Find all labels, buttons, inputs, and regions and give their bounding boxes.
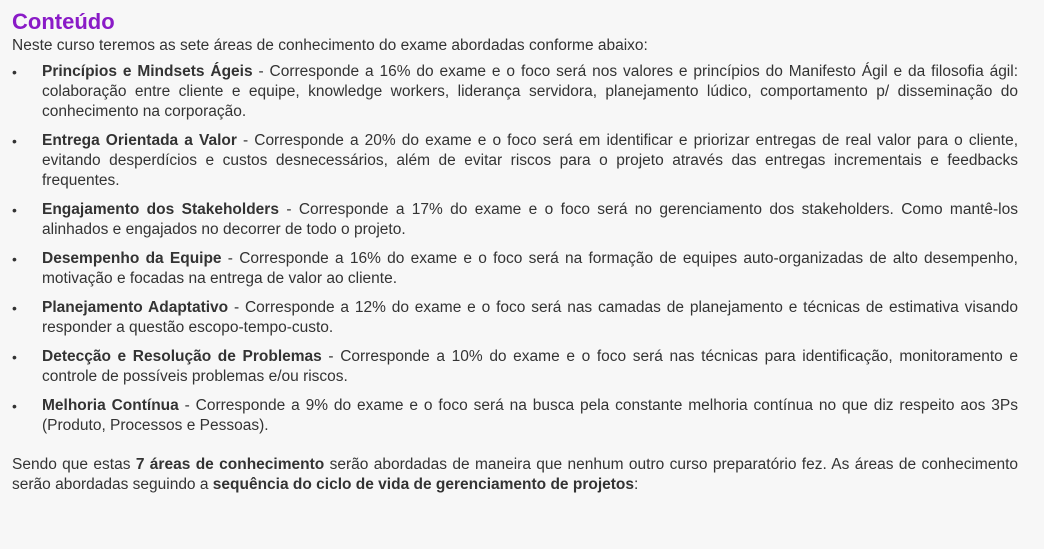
area-name: Entrega Orientada a Valor — [42, 132, 237, 149]
list-item — [12, 347, 1018, 387]
list-item — [12, 131, 1018, 191]
bullet-icon: • — [12, 251, 17, 267]
list-item — [12, 62, 1018, 122]
bullet-icon: • — [12, 398, 17, 414]
area-description: - Corresponde a 17% do exame e o foco será no gerenciamento dos stakeholders. Como mantê-los alinhados e engajados no decorrer de todo o projeto. — [42, 201, 1018, 238]
area-name: Detecção e Resolução de Problemas — [42, 348, 322, 365]
area-description: - Corresponde a 16% do exame e o foco será nos valores e princípios do Manifesto Ágil e da filosofia ágil: colaboração entre cliente e equipe, knowledge workers, liderança servidora, planejamento lúdico, comportamento p/ disseminação do conhecimento na corporação. — [42, 63, 1019, 120]
list-item — [12, 396, 1018, 436]
closing-text: Sendo que estas — [12, 456, 136, 473]
area-name: Engajamento dos Stakeholders — [42, 201, 279, 218]
area-name: Melhoria Contínua — [42, 397, 179, 414]
content-section — [12, 8, 1018, 511]
bullet-icon: • — [12, 202, 17, 218]
list-item — [12, 200, 1018, 240]
list-item — [12, 298, 1018, 338]
area-description: - Corresponde a 20% do exame e o foco será em identificar e priorizar entregas de real valor para o cliente, evitando desperdícios e custos desnecessários, além de evitar riscos para o projeto através das entregas incrementais e feedbacks frequentes. — [42, 132, 1019, 189]
bullet-icon: • — [12, 64, 17, 80]
closing-text: : — [634, 476, 639, 493]
bullet-icon: • — [12, 133, 17, 149]
area-description: - Corresponde a 16% do exame e o foco será na formação de equipes auto-organizadas de alto desempenho, motivação e focadas na entrega de valor ao cliente. — [42, 250, 1018, 287]
list-item — [12, 249, 1018, 289]
closing-text: serão abordadas de maneira que nenhum outro curso preparatório fez. As áreas de conhecimento serão abordadas seguindo a — [12, 456, 1018, 493]
bullet-icon: • — [12, 300, 17, 316]
closing-bold-sequence: sequência do ciclo de vida de gerenciamento de projetos — [212, 476, 634, 493]
area-description: - Corresponde a 9% do exame e o foco será na busca pela constante melhoria contínua no que diz respeito aos 3Ps (Produto, Processos e Pessoas). — [42, 397, 1018, 434]
closing-bold-areas: 7 áreas de conhecimento — [135, 456, 325, 473]
area-name: Desempenho da Equipe — [42, 250, 222, 267]
knowledge-areas-list — [12, 62, 1018, 436]
area-name: Planejamento Adaptativo — [42, 299, 229, 316]
area-name: Princípios e Mindsets Ágeis — [42, 63, 253, 80]
area-description: - Corresponde a 10% do exame e o foco será nas técnicas para identificação, monitoramento e controle de possíveis problemas e/ou riscos. — [42, 348, 1018, 385]
bullet-icon: • — [12, 349, 17, 365]
area-description: - Corresponde a 12% do exame e o foco será nas camadas de planejamento e técnicas de estimativa visando responder a questão escopo-tempo-custo. — [42, 299, 1018, 336]
intro-text: Neste curso teremos as sete áreas de conhecimento do exame abordadas conforme abaixo: — [12, 37, 648, 54]
section-title: Conteúdo — [12, 9, 115, 34]
closing-paragraph — [12, 455, 1018, 495]
